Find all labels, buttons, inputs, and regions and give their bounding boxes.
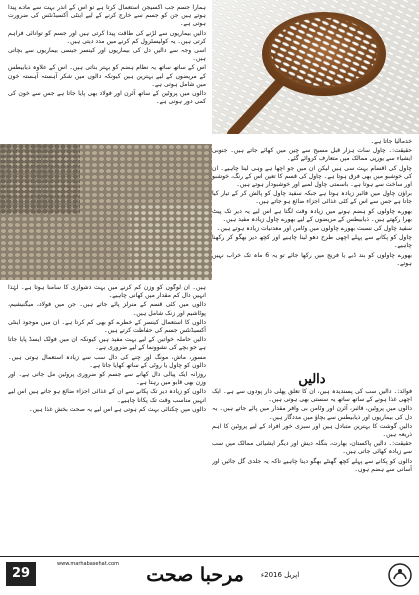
paragraph: حقیقت:۔ چاول سات ہزار قبل مسیح سے چین میں کھائے جاتے ہیں۔ جنوبی ایشیاء سے یورپی ممالک میں متعارف کروائے گئے۔: [212, 147, 412, 163]
paragraph: اسی وجہ سے دالیں دل کی بیماریوں اور کینسر جیسی بیماریوں سے بچاتی ہیں۔: [8, 47, 206, 63]
left-column-top-text: [8, 4, 206, 140]
paragraph: دالیں بیماریوں سے لڑنے کی طاقت پیدا کرتی ہیں اور جسم کو توانائی فراہم کرتی ہیں۔ یہ کولیسٹرول کم کرنے میں مدد دیتی ہیں۔: [8, 29, 206, 45]
paragraph: ہمارا جسم جب آکسیجن استعمال کرتا ہے تو اس کے اندر بہت سے مادے پیدا ہوتے ہیں جن کو جسم سے خارج کرنے کے لیے اینٹی آکسیڈنٹس کی ضرورت ہوتی ہے۔: [8, 4, 206, 28]
section-heading: دالیں: [298, 372, 326, 387]
rice-illustration: [212, 0, 419, 134]
paragraph: چاول کو پکانے سے پہلے اچھی طرح دھو لینا چاہیے اور کچھ دیر بھگو کر رکھنا چاہیے۔: [212, 234, 412, 250]
right-column-top-text: [212, 138, 412, 370]
left-column-main-text: [8, 284, 206, 552]
paragraph: دالوں میں چکنائی بہت کم ہوتی ہے اس لیے یہ صحت بخش غذا ہیں۔: [28, 405, 206, 413]
paragraph: بھورے چاولوں کو ہضم ہونے میں زیادہ وقت لگتا ہے اس لیے یہ دیر تک پیٹ بھرا رکھتے ہیں۔ ذیابیطس کے مریضوں کے لیے بھورے چاول زیادہ مفید ہیں۔: [212, 207, 412, 223]
paragraph: دالیں گوشت کا بہترین متبادل ہیں اور سبزی خور افراد کے لیے پروٹین کا اہم ذریعہ ہیں۔: [212, 422, 412, 439]
paragraph: فوائد:۔ دالیں سب کی پسندیدہ ہیں، ان کا تعلق پھلی دار پودوں سے ہے۔ ایک اچھی غذا ہونے کے ساتھ ساتھ یہ سستی بھی ہوتی ہیں۔: [212, 388, 412, 404]
paragraph: دالوں میں کئی قسم کے منرلز پائے جاتے ہیں۔ جن میں فولاد، میگنیشیم، پوٹاشیم اور زنک شامل ہیں۔: [8, 301, 206, 317]
paragraph: دالوں میں پروٹین، فائبر، آئرن اور وٹامن بی وافر مقدار میں پائے جاتے ہیں۔ یہ دل کی بیماریوں اور ذیابیطس سے بچاؤ میں مددگار ہیں۔: [212, 405, 412, 421]
page-number: 29: [6, 562, 36, 586]
paragraph: اس کے ساتھ ساتھ یہ نظام ہضم کو بہتر بناتی ہیں۔ اس کے علاوہ ذیابیطس کے مریضوں کے لیے بہترین ہیں کیونکہ دالوں میں شکر آہستہ آہستہ خون میں شامل ہوتی ہے۔: [8, 64, 206, 88]
paragraph: دالوں میں پروٹین کے ساتھ آئرن اور فولاد بھی پایا جاتا ہے جس سے خون کی کمی دور ہوتی ہے۔: [8, 90, 206, 106]
right-column-bottom-text: [212, 388, 412, 552]
lentils-photo: [0, 144, 212, 280]
paragraph: ہیں۔ ان لوگوں کو وزن کم کرنے میں بہت دشواری کا سامنا ہوتا ہے۔ لہٰذا انہیں دال کم مقدار میں کھانی چاہیے۔: [8, 284, 206, 300]
lentils-illustration: [0, 144, 212, 280]
paragraph: دالوں کا استعمال کینسر کے خطرے کو بھی کم کرتا ہے۔ ان میں موجود اینٹی آکسیڈنٹس جسم کی حفاظت کرتے ہیں۔: [8, 318, 206, 335]
paragraph: روزانہ ایک پیالی دال کھانے سے جسم کو ضروری پروٹین مل جاتی ہے۔ اور وزن بھی قابو میں رہتا ہے۔: [8, 371, 206, 387]
paragraph: خدمالیا جاتا ہے۔: [370, 138, 412, 145]
paragraph: حقیقت:۔ دالیں پاکستان، بھارت، بنگلہ دیش اور دیگر ایشیائی ممالک میں سب سے زیادہ کھائی جاتی ہیں۔: [212, 440, 412, 456]
website-url: www.marhabasehat.com: [57, 561, 119, 567]
paragraph: دالوں کو پکانے سے پہلے کچھ گھنٹے بھگو دینا چاہیے تاکہ یہ جلدی گل جائیں اور آسانی سے ہضم ہوں۔: [212, 457, 412, 473]
issue-date: اپریل 2016ء: [260, 571, 300, 579]
rice-photo: [212, 0, 419, 134]
paragraph: بھورے چاولوں کو بند ڈبے یا فریج میں رکھا جائے تو یہ 6 ماہ تک خراب نہیں ہوتے۔: [212, 251, 412, 267]
paragraph: چاول کی اقسام بہت سی ہیں لیکن ان میں جو اچھا ہے وہی لینا چاہیے۔ ان کی خوشبو میں بھی فرق ہوتا ہے۔ چاول کی قسم کا تعین اس کے رنگ، خوشبو اور ساخت سے ہوتا ہے۔ باسمتی چاول لمبے اور خوشبودار ہوتے ہیں۔: [212, 164, 412, 189]
paragraph: براؤن چاول میں فائبر زیادہ ہوتا ہے جبکہ سفید چاول کو پالش کر کے تیار کیا جاتا ہے جس سے اس کے کئی غذائی اجزاء ضائع ہو جاتے ہیں۔: [212, 190, 412, 206]
paragraph: دالوں کو زیادہ دیر تک پکانے سے ان کے غذائی اجزاء ضائع ہو جاتے ہیں اس لیے انہیں مناسب وقت تک پکانا چاہیے۔: [8, 388, 206, 404]
paragraph: سفید چاول کی نسبت بھورے چاولوں میں وٹامن اور معدنیات زیادہ ہوتے ہیں۔: [216, 225, 412, 233]
paragraph: دالیں حاملہ خواتین کے لیے بہت مفید ہیں کیونکہ ان میں فولک ایسڈ پایا جاتا ہے جو بچے کی نشوونما کے لیے ضروری ہے۔: [8, 336, 206, 352]
magazine-title: مرحبا صحت: [146, 564, 244, 586]
magazine-logo-icon: [388, 563, 412, 587]
paragraph: مسور، ماش، مونگ اور چنے کی دال سب سے زیادہ استعمال ہوتی ہیں۔ دالوں کو چاول یا روٹی کے ساتھ کھایا جاتا ہے۔: [8, 353, 206, 369]
